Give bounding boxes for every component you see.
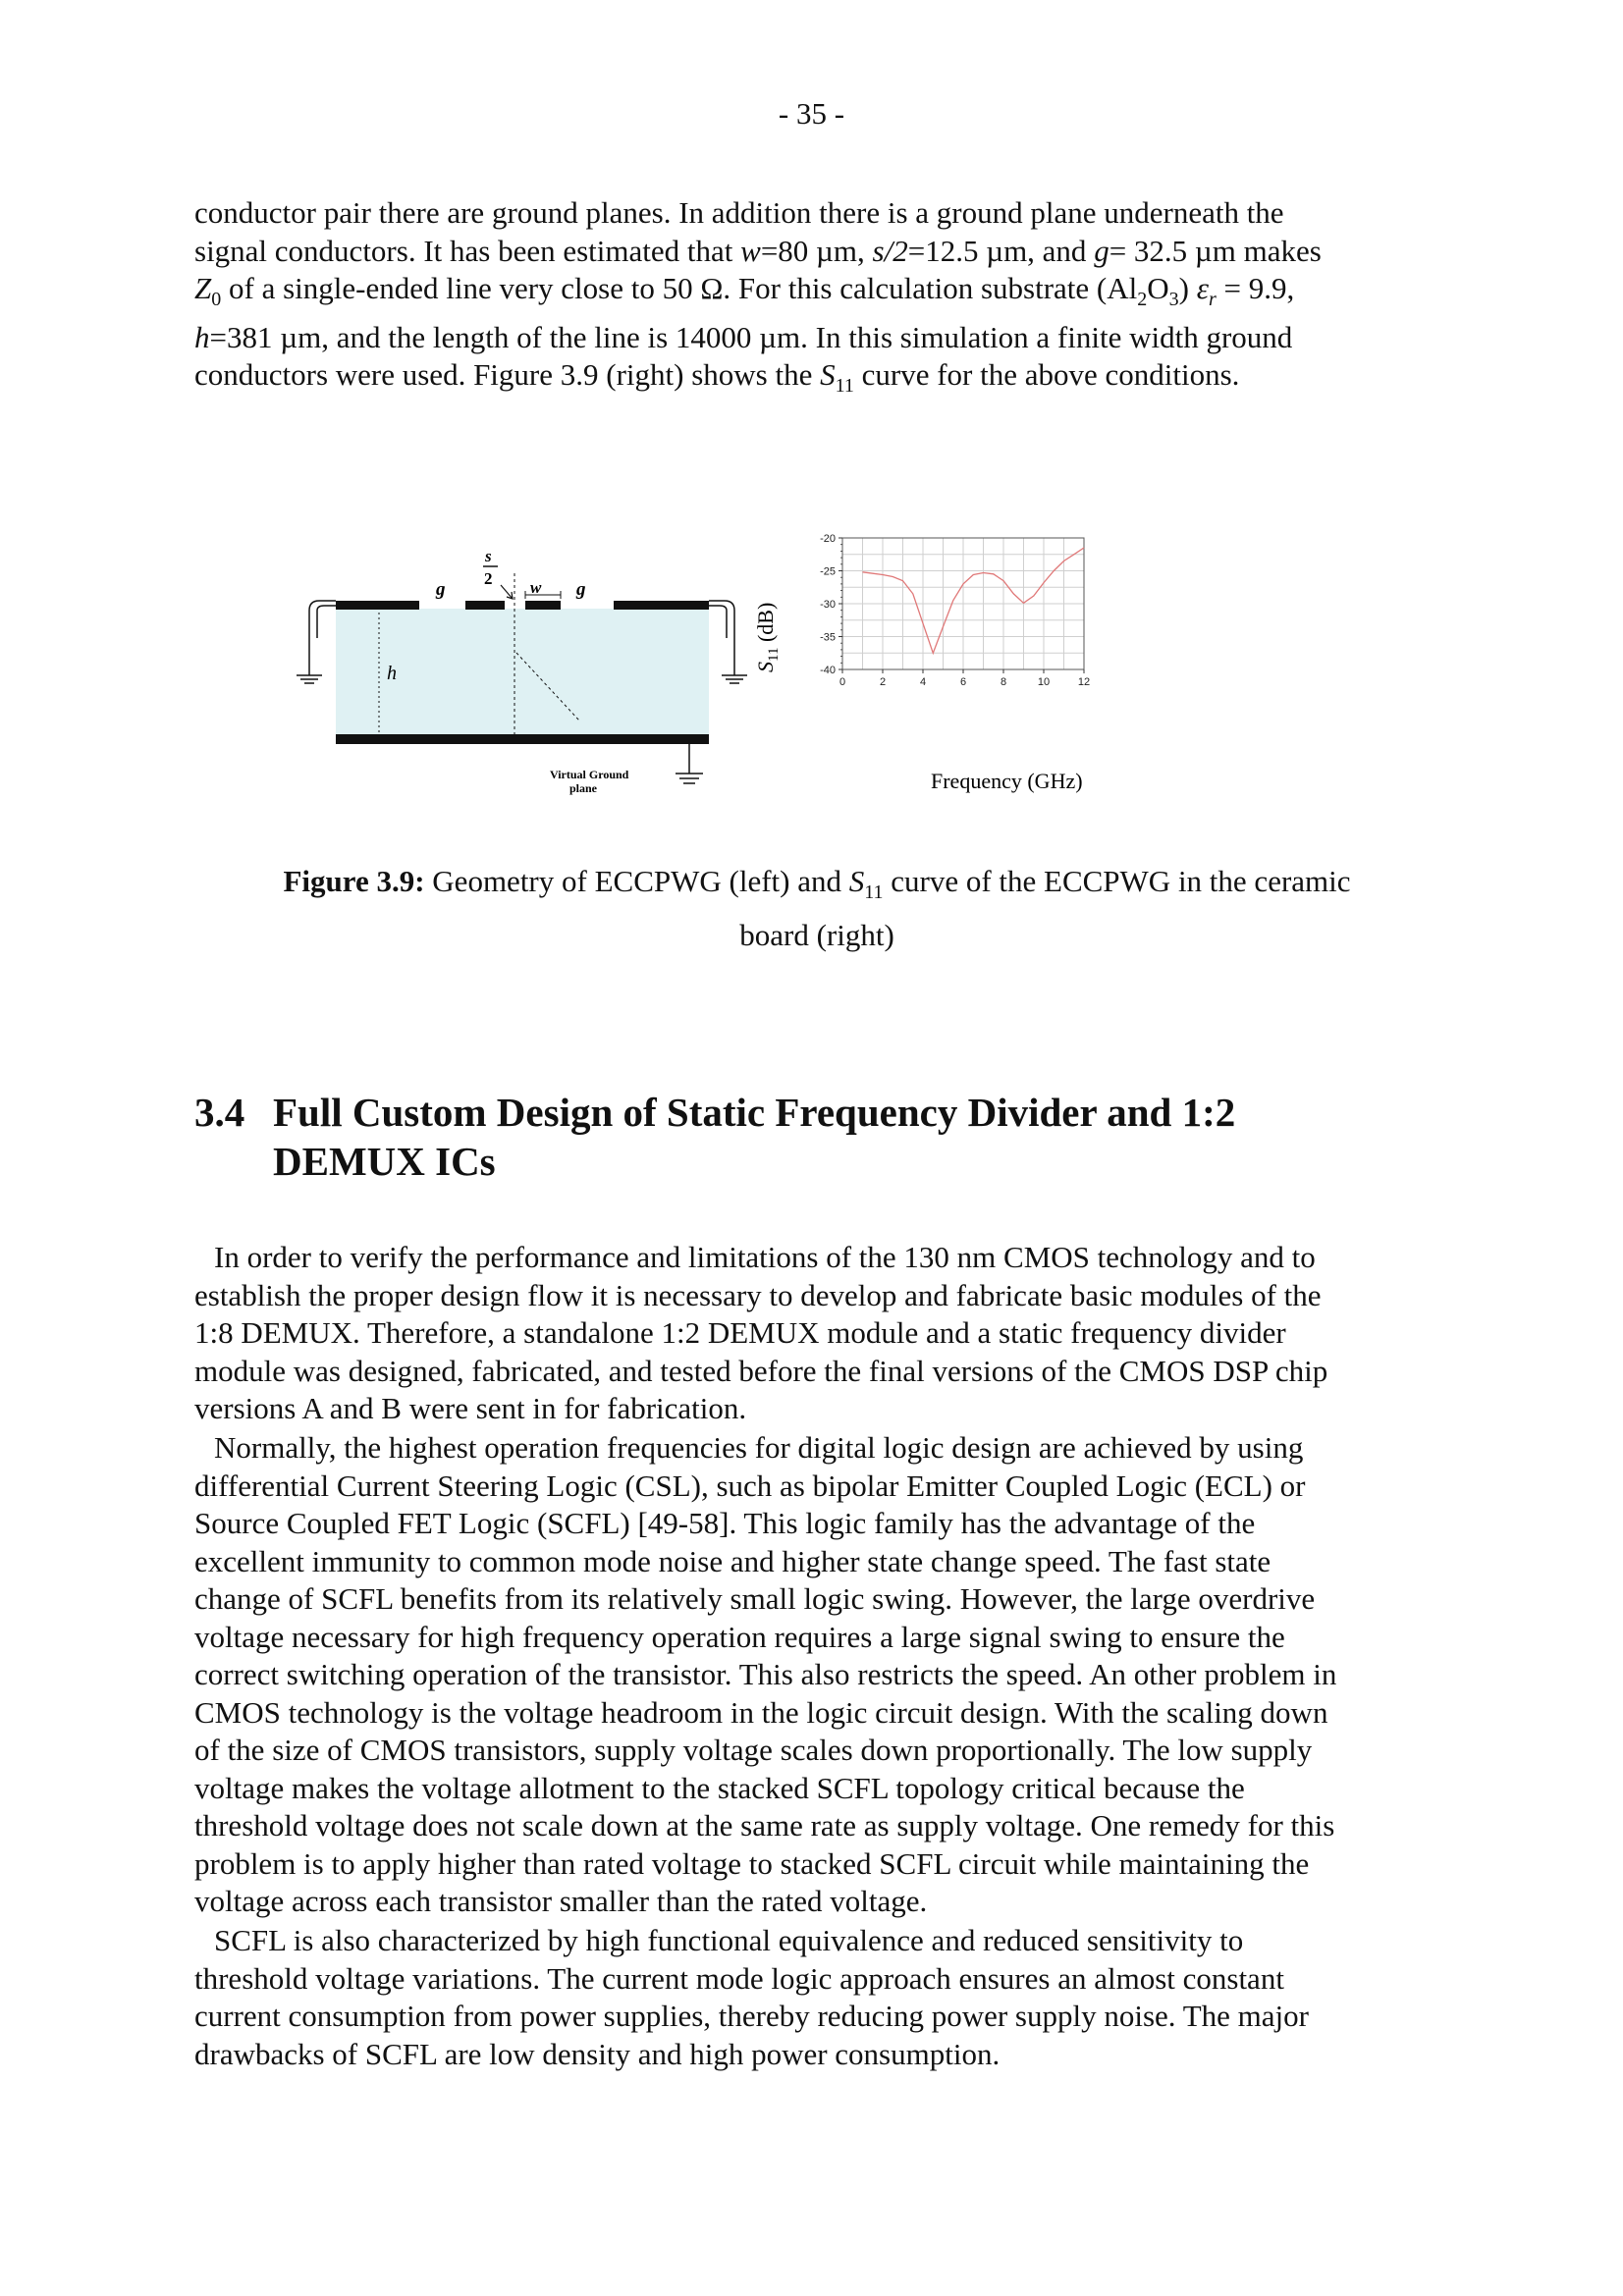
s11-chart [753,533,1090,793]
text-line: O [1147,271,1169,305]
x-tick-label: 6 [959,676,967,688]
label-h: h [387,663,397,684]
text-line: ) [1178,271,1197,305]
y-tick-label: -25 [820,565,836,578]
label-virtual-ground-plane: plane [569,781,598,795]
section-title-line: DEMUX ICs [273,1139,496,1184]
var-eps: ε [1196,271,1209,305]
text-line: current consumption from power supplies, thereby reducing power supply noise. The major [194,1999,1309,2033]
y-axis-label-s: S [753,662,778,672]
section-number: 3.4 [194,1090,245,1135]
text-line: =80 µm, [760,233,873,268]
text-line: excellent immunity to common mode noise and higher state change speed. The fast state [194,1543,1271,1578]
paragraph-intro [194,194,1439,405]
chart-grid [842,538,1084,669]
paragraph-scfl [194,1429,1439,1921]
text-line: 1:8 DEMUX. Therefore, a standalone 1:2 DEMUX module and a static frequency divider [194,1315,1286,1350]
ground-wire-left [309,601,336,638]
chart-ticks [820,533,1090,688]
text-line: = 32.5 µm makes [1109,233,1322,268]
text-line: conductor pair there are ground planes. In addition there is a ground plane underneath the [194,195,1284,230]
signal-conductor-right [525,601,561,610]
x-axis-label: Frequency (GHz) [931,769,1083,793]
chart-series [863,548,1085,653]
paragraph-design-flow [194,1239,1439,1428]
var-z-sub: 0 [211,289,222,310]
text-line: In order to verify the performance and limitations of the 130 nm CMOS technology and to [214,1240,1316,1274]
text-line: establish the proper design flow it is necessary to develop and fabricate basic modules of the [194,1277,1322,1312]
eccpwg-geometry [297,547,747,795]
y-axis-label [753,603,782,672]
text-line: versions A and B were sent in for fabrication. [194,1391,747,1425]
caption-text: board (right) [739,918,894,952]
text-line: drawbacks of SCFL are low density and high power consumption. [194,2036,1001,2071]
x-tick-label: 10 [1037,676,1051,688]
label-s: s [485,547,492,565]
text-line: CMOS technology is the voltage headroom in the logic circuit design. With the scaling down [194,1694,1328,1730]
x-tick-label: 2 [879,676,887,688]
text-line: curve for the above conditions. [853,357,1240,392]
var-s: s/2 [872,233,908,268]
text-line: voltage necessary for high frequency operation requires a large signal swing to ensure the [194,1619,1285,1654]
paragraph-scfl-characteristics [194,1922,1439,2073]
label-two: 2 [484,569,493,588]
x-tick-label: 8 [1000,676,1007,688]
caption-var-sub: 11 [864,881,884,903]
section-heading [194,1088,1439,1186]
ground-conductor-right [614,601,709,610]
text-line: differential Current Steering Logic (CSL), such as bipolar Emitter Coupled Logic (ECL) or [194,1468,1306,1503]
var-s11-sub: 11 [835,375,854,397]
text-line: signal conductors. It has been estimated that [194,233,741,268]
section-title-line: Full Custom Design of Static Frequency Divider and 1:2 [273,1090,1236,1135]
ground-symbol-right [722,638,747,683]
page-number: - 35 - [778,96,845,131]
ground-symbol-left [297,638,322,683]
text-line: Source Coupled FET Logic (SCFL) [49-58]. This logic family has the advantage of the [194,1506,1256,1540]
al-sub: 2 [1137,289,1148,310]
caption-label: Figure 3.9: [283,864,425,898]
text-line: voltage makes the voltage allotment to the stacked SCFL topology critical because the [194,1770,1245,1805]
var-s11: S [820,357,836,392]
caption-text: curve of the ECCPWG in the ceramic [883,864,1351,898]
x-tick-label: 4 [919,676,927,688]
var-h: h [194,319,210,354]
y-axis-label-sub: 11 [766,647,782,662]
text-line: SCFL is also characterized by high functional equivalence and reduced sensitivity to [214,1923,1244,1957]
y-tick-label: -30 [820,599,836,611]
figure-caption [194,860,1439,957]
caption-text: Geometry of ECCPWG (left) and [424,864,849,898]
label-w: w [530,578,542,597]
caption-var-s: S [848,864,865,898]
text-line: Normally, the highest operation frequencies for digital logic design are achieved by using [214,1430,1304,1465]
text-line: voltage across each transistor smaller than the rated voltage. [194,1884,928,1918]
label-g-left: g [436,579,446,600]
o-sub: 3 [1168,289,1179,310]
series-line-s11 [863,548,1085,653]
var-g: g [1094,233,1109,268]
ground-wire-right [709,601,734,638]
text-line: conductors were used. Figure 3.9 (right) shows the [194,357,821,392]
s-dimension-arrow [501,585,513,599]
ground-conductor-left [336,601,419,610]
text-line: = 9.9, [1216,271,1295,305]
text-line: threshold voltage does not scale down at the same rate as supply voltage. One remedy for this [194,1808,1335,1842]
x-tick-label: 0 [839,676,846,688]
text-line: correct switching operation of the transistor. This also restricts the speed. An other problem in [194,1657,1337,1691]
text-line: change of SCFL benefits from its relatively small logic swing. However, the large overdrive [194,1581,1316,1616]
var-w: w [740,233,761,268]
y-tick-label: -35 [820,631,836,644]
var-z: Z [194,271,212,305]
var-eps-sub: r [1208,289,1217,310]
text-line: of a single-ended line very close to 50 Ω. For this calculation substrate (Al [221,271,1138,305]
text-line: module was designed, fabricated, and tested before the final versions of the CMOS DSP chip [194,1353,1328,1388]
y-axis-label-unit: (dB) [753,602,778,648]
text-line: threshold voltage variations. The current mode logic approach ensures an almost constant [194,1960,1284,1996]
ground-symbol-bottom [676,744,703,783]
text-line: =12.5 µm, and [907,233,1095,268]
label-virtual-ground: Virtual Ground [550,768,629,781]
signal-conductor-left [465,601,505,610]
y-tick-label: -40 [820,665,836,676]
y-tick-label: -20 [820,533,836,545]
label-g-right: g [576,579,586,600]
text-line: =381 µm, and the length of the line is 14000 µm. In this simulation a finite width ground [209,319,1293,354]
text-line: of the size of CMOS transistors, supply voltage scales down proportionally. The low supply [194,1733,1313,1767]
figure-3-9 [285,491,1267,825]
text-line: problem is to apply higher than rated voltage to stacked SCFL circuit while maintaining the [194,1845,1310,1881]
x-tick-label: 12 [1077,676,1091,688]
ground-plane-bottom [336,734,709,744]
